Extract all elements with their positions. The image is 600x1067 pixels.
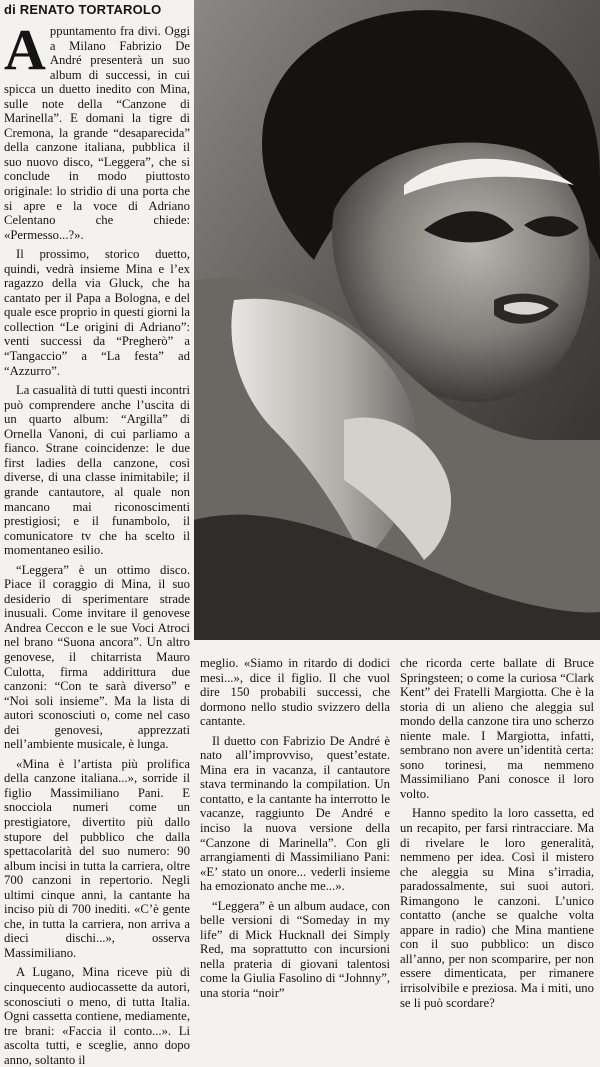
article-column-2 (200, 656, 390, 1001)
paragraph: Il prossimo, storico duetto, quindi, vedrà insieme Mina e l’ex ragazzo della via Gluck, che ha cantato per il Papa a Bologna, e del quale esce proprio in questi giorni la collection “Le origini di Adriano”: venti successi da “Pregherò” a “Tangaccio” a “La festa” ad “Azzurro”. (4, 247, 190, 378)
article-column-1 (4, 17, 190, 1067)
paragraph: “Leggera” è un ottimo disco. Piace il coraggio di Mina, il suo desiderio di sperimentare strade inusuali. Come invitare il genovese Andrea Ceccon e le sue Voci Atroci nel brano “Suona ancora”. Un altro genovese, il chitarrista Mauro Culotta, firma addirittura due canzoni: “Con te sarà diverso” e “Noi soli insieme”. Ma la lista di autori sconosciuti o, come nel caso dei genovesi, apprezzati nell’ambiente musicale, è lunga. (4, 562, 190, 752)
portrait-illustration (194, 0, 600, 640)
paragraph: La casualità di tutti questi incontri può comprendere anche l’uscita di un quarto album: “Argilla” di Ornella Vanoni, di cui parliamo a fianco. Strane coincidenze: le due first ladies della canzone, così diverse, di una classe inimitabile; il grande cantautore, al quale non mancano mai riconoscimenti prestigiosi; e il funambolo, il comunicatore tv che ha scelto il momentaneo esilio. (4, 383, 190, 558)
paragraph: “Leggera” è un album audace, con belle versioni di “Someday in my life” di Mick Hucknall dei Simply Red, ma soprattutto con incursioni nella prateria di giovani talentosi come la Giulia Fasolino di “Johnny”, una storia “noir” (200, 898, 390, 1001)
lead-text: ppuntamento fra divi. Oggi a Milano Fabrizio De André presenterà un suo album di successi, in cui spicca un duetto inedito con Mina, sulle note della “Canzone di Marinella”. E domani la tigre di Cremona, la grande “desaparecida” della canzone italiana, pubblica il suo nuovo disco, “Leggera”, che si conclude in modo piuttosto originale: lo stridio di una porta che si apre e la voce di Adriano Celentano che chiede: «Permesso...?». (4, 24, 190, 242)
byline: di RENATO TORTAROLO (4, 2, 162, 17)
lead-paragraph (4, 17, 190, 242)
article-column-3 (400, 656, 594, 1010)
drop-cap: A (4, 17, 46, 82)
paragraph: meglio. «Siamo in ritardo di dodici mesi...», dice il figlio. Il che vuol dire 150 probabili successi, che dormono nello studio svizzero della cantante. (200, 656, 390, 729)
paragraph: A Lugano, Mina riceve più di cinquecento audiocassette da autori, sconosciuti o meno, di tutta Italia. Ogni cassetta contiene, mediamente, tre brani: «Faccia il conto...». Li ascolta tutti, e sceglie, anno dopo anno, soltanto il (4, 965, 190, 1067)
paragraph: che ricorda certe ballate di Bruce Springsteen; o come la curiosa “Clark Kent” dei Fratelli Margiotta. Che è la storia di un alieno che aleggia sul mondo della canzone tira uno scherzo niente male. I Margiotta, infatti, sembrano non avere un’identità certa: sono torinesi, ma nemmeno Massimiliano Pani conosce il loro volto. (400, 656, 594, 801)
portrait-photo (194, 0, 600, 640)
paragraph: Il duetto con Fabrizio De André è nato all’improvviso, quest’estate. Mina era in vacanza, il cantautore stava terminando la compilation. Un contatto, e la cantante ha interrotto le vacanze, raggiunto De André e inciso la nuova versione della “Canzone di Marinella”. Con gli arrangiamenti di Massimiliano Pani: «E’ stato un onore... vederli insieme ha emozionato anche me...». (200, 733, 390, 894)
paragraph: «Mina è l’artista più prolifica della canzone italiana...», sorride il figlio Massimiliano Pani. E snocciola numeri come un prestigiatore, divertito più dallo stupore del pubblico che dalla spettacolarità del suo numero: 90 album incisi in tutta la carriera, oltre 700 canzoni in repertorio. Negli ultimi cinque anni, la cantante ha inciso più di 700 inediti. «C’è gente che, in tutta la carriera, non arriva a dieci dischi...», osserva Massimiliano. (4, 756, 190, 960)
paragraph: Hanno spedito la loro cassetta, ed un recapito, per farsi rintracciare. Ma di rivelare le loro generalità, nemmeno per idea. Così il mistero che aleggia su Mina s’irradia, paradossalmente, sui suoi autori. Rimangono le canzoni. L’unico contatto (anche se qualche volta appare in radio) che Mina mantiene con il suo pubblico: un disco all’anno, per non scomparire, per non essere dimenticata, per rimanere irrisolvibile e preziosa. Ma i miti, uno se li può scordare? (400, 806, 594, 1010)
